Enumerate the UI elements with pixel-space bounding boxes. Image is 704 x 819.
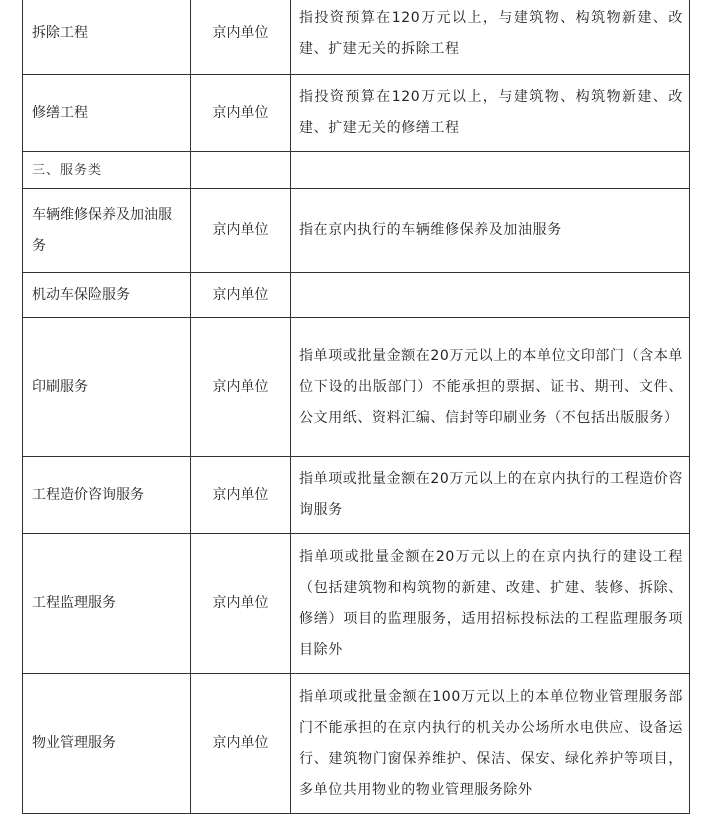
item-name: 修缮工程 [23, 75, 191, 152]
item-description: 指单项或批量金额在20万元以上的本单位文印部门（含本单位下设的出版部门）不能承担的票据、证书、期刊、文件、公文用纸、资料汇编、信封等印刷业务（不包括出版服务） [291, 318, 690, 457]
applicable-unit: 京内单位 [191, 674, 291, 814]
applicable-unit: 京内单位 [191, 0, 291, 75]
item-name: 工程监理服务 [23, 534, 191, 674]
section-row [23, 152, 690, 189]
item-description: 指单项或批量金额在100万元以上的本单位物业管理服务部门不能承担的在京内执行的机关办公场所水电供应、设备运行、建筑物门窗保养维护、保洁、保安、绿化养护等项目，多单位共用物业的物业管理服务除外 [291, 674, 690, 814]
item-description: 指单项或批量金额在20万元以上的在京内执行的建设工程（包括建筑物和构筑物的新建、改建、扩建、装修、拆除、修缮）项目的监理服务，适用招标投标法的工程监理服务项目除外 [291, 534, 690, 674]
applicable-unit: 京内单位 [191, 534, 291, 674]
item-description [291, 273, 690, 318]
table-row [23, 318, 690, 457]
applicable-unit: 京内单位 [191, 273, 291, 318]
section-title: 三、服务类 [23, 152, 191, 189]
table-row [23, 189, 690, 273]
table-row [23, 674, 690, 814]
item-description [291, 152, 690, 189]
item-name: 机动车保险服务 [23, 273, 191, 318]
applicable-unit [191, 152, 291, 189]
item-name: 物业管理服务 [23, 674, 191, 814]
table-row [23, 273, 690, 318]
table-row [23, 0, 690, 75]
applicable-unit: 京内单位 [191, 318, 291, 457]
procurement-catalog-table [22, 0, 690, 814]
item-name: 车辆维修保养及加油服务 [23, 189, 191, 273]
item-description: 指投资预算在120万元以上，与建筑物、构筑物新建、改建、扩建无关的拆除工程 [291, 0, 690, 75]
table-row [23, 534, 690, 674]
item-description: 指在京内执行的车辆维修保养及加油服务 [291, 189, 690, 273]
applicable-unit: 京内单位 [191, 457, 291, 534]
table-row [23, 457, 690, 534]
item-description: 指单项或批量金额在20万元以上的在京内执行的工程造价咨询服务 [291, 457, 690, 534]
item-description: 指投资预算在120万元以上，与建筑物、构筑物新建、改建、扩建无关的修缮工程 [291, 75, 690, 152]
applicable-unit: 京内单位 [191, 189, 291, 273]
table-row [23, 75, 690, 152]
applicable-unit: 京内单位 [191, 75, 291, 152]
item-name: 印刷服务 [23, 318, 191, 457]
item-name: 拆除工程 [23, 0, 191, 75]
item-name: 工程造价咨询服务 [23, 457, 191, 534]
